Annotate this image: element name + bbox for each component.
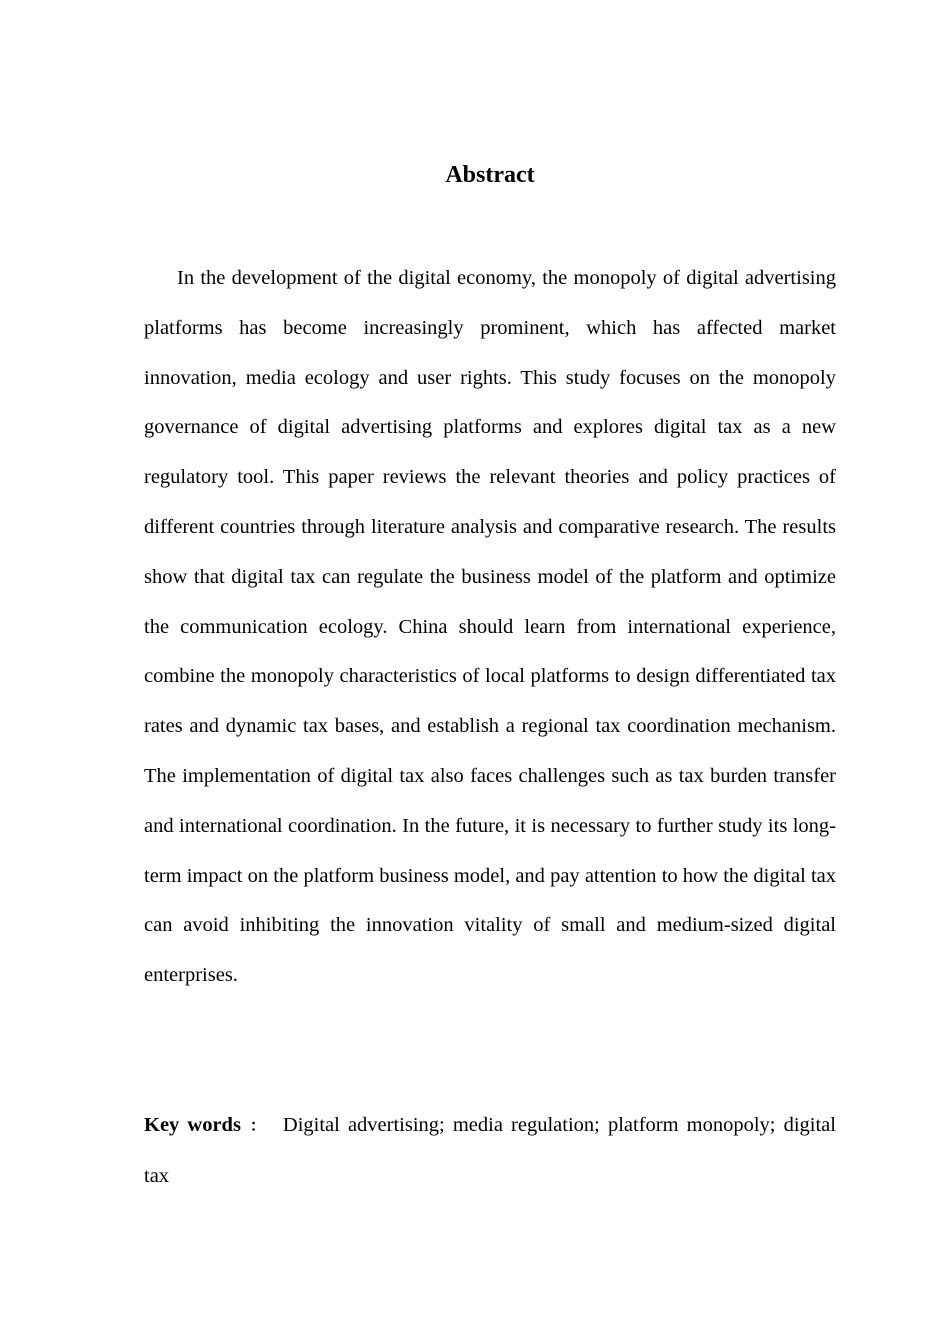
keywords-text: Digital advertising; media regulation; platform monopoly; digital tax [144, 1114, 836, 1187]
keywords-colon: ： [246, 1118, 269, 1135]
keywords-label: Key words [144, 1114, 241, 1136]
keywords-paragraph [144, 1101, 836, 1201]
abstract-body: In the development of the digital economy, the monopoly of digital advertising platforms has become increasingly prominent, which has affected market innovation, media ecology and user rights. This study focuses on the monopoly governance of digital advertising platforms and explores digital tax as a new regulatory tool. This paper reviews the relevant theories and policy practices of different countries through literature analysis and comparative research. The results show that digital tax can regulate the business model of the platform and optimize the communication ecology. China should learn from international experience, combine the monopoly characteristics of local platforms to design differentiated tax rates and dynamic tax bases, and establish a regional tax coordination mechanism. The implementation of digital tax also faces challenges such as tax burden transfer and international coordination. In the future, it is necessary to further study its long-term impact on the platform business model, and pay attention to how the digital tax can avoid inhibiting the innovation vitality of small and medium-sized digital enterprises. [144, 267, 836, 987]
abstract-title: Abstract [445, 162, 535, 188]
